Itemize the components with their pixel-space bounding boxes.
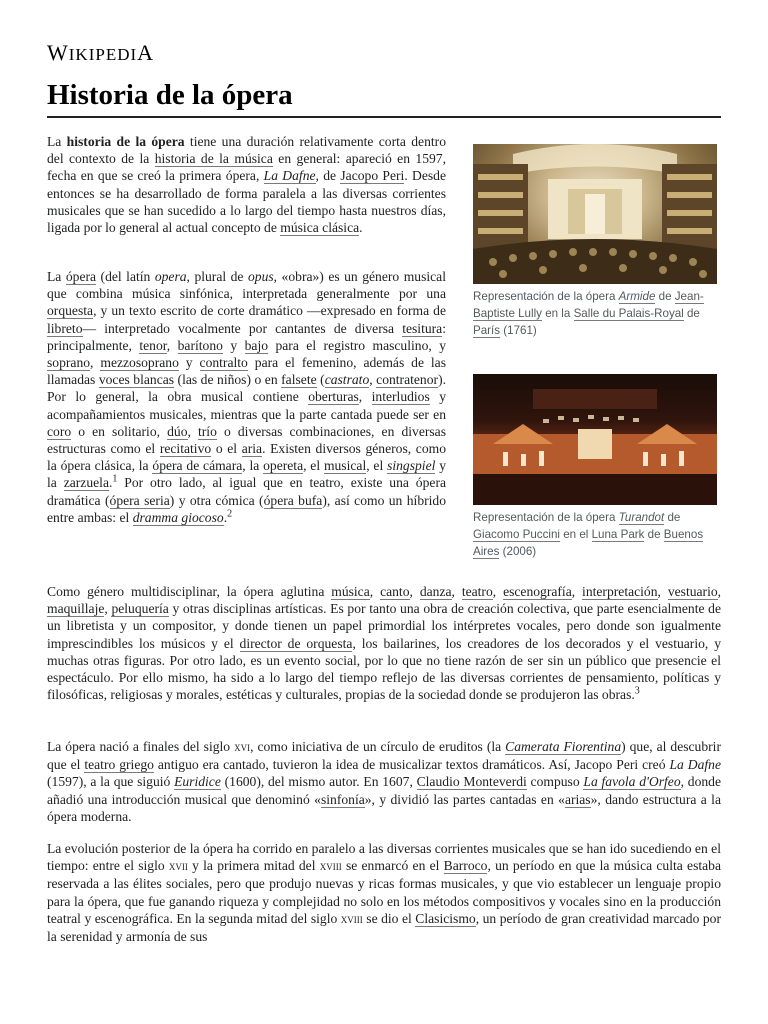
link-puccini[interactable]: Giacomo Puccini [473,528,560,541]
link-arias[interactable]: arias [564,791,591,807]
link-musica-clasica[interactable]: música clásica [280,220,360,236]
link-maquillaje[interactable]: maquillaje [47,601,105,617]
link-euridice[interactable] [174,774,221,790]
text: Representación de la ópera [473,290,619,303]
text: . [223,509,228,525]
text: y la primera mitad del [187,858,320,874]
link-tesitura[interactable]: tesitura [402,320,443,336]
link-text: castrato [324,372,370,388]
link-recitativo[interactable]: recitativo [159,441,212,457]
link-trio[interactable]: trío [198,423,217,439]
link-castrato[interactable] [325,372,370,388]
century-numeral: xvii [168,859,188,874]
link-aria[interactable]: aria [241,441,263,457]
link-text: singspiel [387,458,436,474]
text: (1761) [500,324,537,337]
text: se dio el [362,910,416,926]
text: , un período de gran creatividad marcado por la serenidad y armonía de sus [47,910,721,945]
link-oberturas[interactable]: oberturas [308,389,359,405]
text: , [451,584,462,599]
text: , el [366,458,388,474]
link-paris[interactable]: París [473,324,501,337]
text: ( [316,372,325,388]
paragraph-origen [47,738,721,825]
text: . Desde entonces se ha desarrollado de forma paralela a las diversas corrientes musicales que se han sucedido a lo largo del tiempo hasta nuestros días, ligada por lo general al actual concepto de [47,168,446,236]
text: La [47,134,67,149]
text: . [359,220,363,236]
text: compuso [526,774,584,790]
link-jacopo-peri[interactable]: Jacopo Peri [340,168,405,184]
link-vestuario[interactable]: vestuario [667,584,718,599]
paragraph-evolucion [47,840,721,945]
link-salle-palais-royal[interactable]: Salle du Palais-Royal [573,307,684,320]
text: , un período en que la música culta estaba reservada a las élites sociales, pero que produjo nuevas y ricas formas musicales, y que vio establecer un lenguaje propio para la ópera, que fue ganando riqueza y complejidad no solo en los métodos compositivos y vocales sino en la producción teatral y escenográfica. En la segunda mitad del siglo [47,858,722,926]
link-turandot[interactable] [619,511,665,525]
text: , [369,372,377,388]
link-clasicismo[interactable]: Clasicismo [415,910,476,926]
link-opera-seria[interactable]: ópera seria [109,492,170,508]
link-musica[interactable]: música [331,584,370,599]
text: en general: apareció en 1597, fecha en que se creó la primera ópera, [47,151,447,184]
logo-letters: IKIPEDI [68,45,138,64]
text: La [47,269,66,284]
link-libreto[interactable]: libreto [47,320,83,336]
text: La ópera nació a finales del siglo [47,739,235,754]
link-interpretacion[interactable]: interpretación [582,584,658,599]
text: , la [242,458,264,474]
text: o en solitario, [71,423,168,439]
link-text: La favola d'Orfeo [583,774,681,790]
link-musical[interactable]: musical [323,458,367,474]
text: se enmarcó en el [341,858,444,874]
link-camerata-fiorentina[interactable] [505,739,621,755]
link-voces-blancas[interactable]: voces blancas [98,372,175,388]
text: de [655,290,675,303]
link-director-orquesta[interactable]: director de orquesta [239,635,353,651]
link-zarzuela[interactable]: zarzuela [63,475,109,491]
link-armide[interactable] [619,290,656,304]
link-mezzosoprano[interactable]: mezzosoprano [100,355,179,371]
paragraph-definition [47,268,446,526]
text: , [166,337,178,353]
reference-2[interactable]: 2 [227,508,233,520]
text: en el [560,528,592,541]
theater-illustration [473,144,717,284]
text: La evolución posterior de la ópera ha corrido en paralelo a las diversas corrientes musicales que se han ido sucediendo en el tiempo: entre el siglo [47,841,721,874]
text: (1600), del mismo autor. En 1607, [220,774,417,790]
link-opera-bufa[interactable]: ópera bufa [263,492,323,508]
text: y [178,355,200,371]
logo-letter-end: A [137,40,155,65]
link-buenos-aires[interactable]: Buenos Aires [473,528,704,558]
link-baritono[interactable]: barítono [177,337,223,353]
link-falsete[interactable]: falsete [281,372,317,388]
text: , [90,355,101,371]
text: , [717,584,722,599]
link-danza[interactable]: danza [419,584,452,599]
stage-illustration [473,374,717,505]
text: o diversas combinaciones, en diversas estructuras como el [47,423,447,457]
link-text: Euridice [174,774,221,790]
link-contratenor[interactable]: contratenor [376,372,439,388]
link-historia-musica[interactable]: historia de la música [154,151,273,167]
link-dramma-giocoso[interactable] [133,510,224,526]
link-text: dramma giocoso [132,509,224,525]
text: ) que, al descubrir que el [47,739,721,773]
text: , [369,584,381,599]
caption-armide [473,288,717,339]
italic-term: opera [154,269,187,284]
text: , [104,601,112,617]
text: Por otro lado, al igual que en teatro, existe una ópera dramática ( [47,475,446,508]
link-contralto[interactable]: contralto [199,355,248,371]
text: , plural de [186,269,248,284]
page-title: Historia de la ópera [47,78,721,118]
reference-1[interactable]: 1 [112,473,118,485]
link-opereta[interactable]: opereta [263,458,304,474]
text: , y un texto escrito de corte dramático —expresado en forma de [93,303,446,319]
text: en la [541,307,574,320]
text: , de [315,168,341,184]
text: de [683,307,700,320]
text: , [358,389,372,405]
text: », y dividió las partes cantadas en « [364,791,565,807]
text: , [187,423,198,439]
link-orquesta[interactable]: orquesta [47,303,94,319]
italic-term: opus [247,269,274,284]
link-coro[interactable]: coro [47,423,72,439]
text: , donde añadió una introducción musical que denominó « [47,774,722,807]
text: y la [47,458,447,491]
text: , el [303,458,324,474]
link-interludios[interactable]: interludios [371,389,430,405]
link-text: Turandot [618,511,665,524]
reference-3[interactable]: 3 [634,685,640,697]
text: , [409,584,420,599]
link-duo[interactable]: dúo [167,423,188,439]
link-claudio-monteverdi[interactable]: Claudio Monteverdi [416,774,527,790]
link-text: La Dafne [263,168,316,184]
link-opera[interactable]: ópera [65,269,97,284]
text: tiene una duración relativamente corta dentro del contexto de la [47,134,446,167]
text: . [108,475,113,491]
link-escenografia[interactable]: escenografía [503,584,572,599]
link-text: Armide [618,290,656,303]
paragraph-intro [47,133,446,236]
text: de [644,528,664,541]
text: , [657,584,668,599]
text: (del latín [96,269,155,284]
link-teatro-griego[interactable]: teatro griego [84,757,154,773]
caption-turandot [473,509,717,560]
text: y [222,337,245,353]
link-singspiel[interactable] [387,458,435,474]
century-numeral: xviii [340,911,363,926]
link-peluqueria[interactable]: peluquería [111,601,169,617]
link-luna-park[interactable]: Luna Park [591,528,645,541]
italic-title: La Dafne [669,757,721,773]
text: para el femenino, además de las llamadas [47,355,447,388]
logo-letter: W [47,40,69,65]
text: (2006) [499,545,537,558]
paragraph-multidisciplinar [47,583,721,703]
wikipedia-logo[interactable] [47,40,154,66]
link-opera-camara[interactable]: ópera de cámara [152,458,243,474]
text: , como iniciativa de un círculo de eruditos (la [250,739,506,754]
text: Representación de la ópera [473,511,619,524]
text: antiguo era cantado, tuvieron la idea de musicalizar textos dramáticos. Así, Jacopo Peri creó [153,757,670,773]
text: ). Por lo general, la obra musical contiene [47,372,446,405]
text: , los bailarines, los creadores de los decorados y el vestuario, y muchas otras figuras. Por otro lado, es un evento social, por lo que no tiene razón de ser sin un público que presencie el espectáculo. Por ello mismo, ha sido a lo largo del tiempo reflejo de las diversas corrientes de pensamiento, políticas y filosóficas, religiosas y morales, estéticas y culturales, propias de la sociedad donde se produjeron las obras. [47,635,721,703]
figure-turandot [473,374,717,560]
bold-term: historia de la ópera [66,134,185,149]
text: y otras disciplinas artísticas. Es por tanto una obra de creación colectiva, que parte esencialmente de un libretista y un compositor, y donde tienen un papel primordial los intérpretes vocales, pero donde son igualmente imprescindibles los músicos y el [47,601,721,651]
century-numeral: xviii [319,859,342,874]
link-lully[interactable]: Jean-Baptiste Lully [473,290,704,320]
link-la-dafne[interactable] [264,168,316,184]
text: », dando estructura a la ópera moderna. [47,791,721,824]
text: , [492,584,504,599]
text: para el registro masculino, y [268,337,447,353]
century-numeral: xvi [234,740,251,754]
link-barroco[interactable]: Barroco [443,858,488,874]
text: o el [211,441,242,457]
text: (1597), a la que siguió [47,774,175,790]
text: : principalmente, [47,320,446,353]
link-favola-orfeo[interactable] [583,774,680,790]
text: de [664,511,681,524]
text: , «obra») es un género musical que combina música sinfónica, interpretada generalmente por una [47,269,446,302]
text: y acompañamientos musicales, mientras que la parte cantada puede ser en [47,389,447,422]
text: . Existen diversos géneros, como la ópera clásica, la [47,441,446,474]
turandot-stage-image[interactable] [473,374,717,505]
link-canto[interactable]: canto [380,584,410,599]
text: ), así como un híbrido entre ambas: el [47,492,447,525]
link-sinfonia[interactable]: sinfonía [320,791,365,807]
text: , [571,584,583,599]
text: (las de niños) o en [174,372,282,388]
text: Como género multidisciplinar, la ópera aglutina [47,584,332,599]
link-bajo[interactable]: bajo [244,337,269,353]
link-tenor[interactable]: tenor [139,337,167,353]
link-text: Camerata Fiorentina [505,739,622,754]
link-soprano[interactable]: soprano [47,355,91,371]
text: — interpretado vocalmente por cantantes de diversa [82,320,403,336]
text: ) y otra cómica ( [169,492,264,508]
armide-theater-image[interactable] [473,144,717,284]
figure-armide [473,144,717,339]
link-teatro[interactable]: teatro [461,584,493,599]
